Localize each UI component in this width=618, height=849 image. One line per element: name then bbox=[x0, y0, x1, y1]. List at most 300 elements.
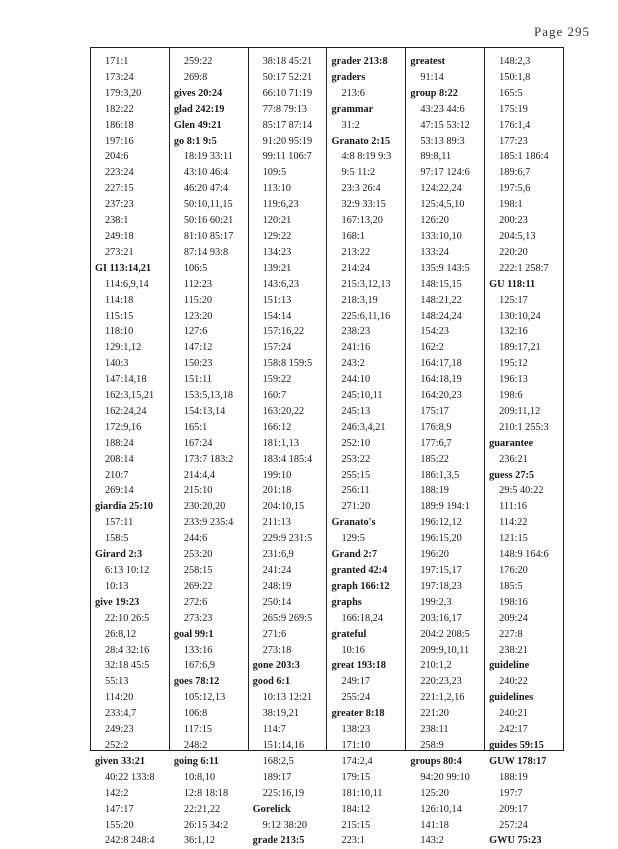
index-reference: 147:14,18 bbox=[105, 374, 147, 386]
index-reference: 106:8 bbox=[183, 708, 208, 720]
index-reference: 163:20,22 bbox=[262, 405, 305, 417]
index-column-4 bbox=[327, 48, 406, 847]
index-reference: 227:8 bbox=[499, 628, 523, 640]
index-headword: guides 59:15 bbox=[489, 739, 544, 751]
index-reference: 209:17 bbox=[499, 803, 528, 815]
index-reference: 175:17 bbox=[420, 405, 449, 417]
index-reference: 237:23 bbox=[105, 199, 134, 211]
index-reference: 230:20,20 bbox=[183, 501, 226, 513]
index-reference: 150:1,8 bbox=[499, 71, 531, 83]
index-reference: 26:8,12 bbox=[105, 628, 137, 640]
index-reference: 154:23 bbox=[420, 326, 449, 338]
index-reference: 221:1,2,16 bbox=[420, 692, 465, 704]
index-reference: 223:1 bbox=[341, 835, 365, 847]
index-reference: 209:24 bbox=[499, 612, 528, 624]
index-reference: 197:18,23 bbox=[420, 580, 462, 592]
index-reference: 167:6,9 bbox=[183, 660, 216, 672]
index-reference: 238:11 bbox=[420, 724, 449, 736]
index-reference: 196:13 bbox=[499, 374, 528, 386]
index-reference: 181:10,11 bbox=[341, 787, 383, 799]
index-reference: 197:15,17 bbox=[420, 565, 462, 576]
index-reference: 135:9 143:5 bbox=[420, 262, 470, 274]
index-reference: 114:7 bbox=[262, 724, 286, 736]
index-reference: 120:21 bbox=[262, 215, 292, 227]
index-reference: 248:2 bbox=[183, 739, 208, 751]
index-reference: 233:4,7 bbox=[105, 708, 137, 720]
index-reference: 53:13 89:3 bbox=[420, 135, 465, 147]
index-reference: 238:1 bbox=[105, 215, 129, 227]
index-reference: 32:18 45:5 bbox=[105, 660, 150, 672]
index-reference: 91:14 bbox=[420, 71, 444, 83]
index-reference: 248:19 bbox=[262, 580, 292, 592]
index-reference: 222:1 258:7 bbox=[499, 262, 549, 274]
index-reference: 181:1,13 bbox=[262, 437, 299, 449]
index-reference: 89:8,11 bbox=[420, 151, 452, 163]
index-reference: 158:8 159:5 bbox=[262, 358, 313, 370]
index-reference: 259:22 bbox=[183, 56, 213, 67]
index-reference: 218:3,19 bbox=[341, 294, 378, 306]
index-reference: 125:20 bbox=[420, 787, 449, 799]
index-reference: 143:2 bbox=[420, 835, 444, 847]
index-reference: 199:2,3 bbox=[420, 596, 452, 608]
index-reference: 168:1 bbox=[341, 230, 365, 242]
index-reference: 115:20 bbox=[183, 294, 213, 306]
index-reference: 97:17 124:6 bbox=[420, 167, 470, 179]
index-reference: 38:19,21 bbox=[262, 708, 299, 720]
index-reference: 10:13 bbox=[105, 580, 129, 592]
index-reference: 253:20 bbox=[183, 549, 213, 561]
index-reference: 36:1,12 bbox=[183, 835, 216, 847]
index-reference: 210:1,2 bbox=[420, 660, 452, 672]
index-reference: 255:15 bbox=[341, 469, 371, 481]
index-reference: 50:10,11,15 bbox=[183, 199, 233, 211]
index-reference: 26:15 34:2 bbox=[183, 819, 229, 831]
index-reference: 138:23 bbox=[341, 724, 371, 736]
index-reference: 185:5 bbox=[499, 580, 523, 592]
index-reference: 253:22 bbox=[341, 453, 371, 465]
index-reference: 151:13 bbox=[262, 294, 292, 306]
index-reference: 147:12 bbox=[183, 342, 213, 354]
index-reference: 87:14 93:8 bbox=[183, 246, 229, 258]
index-reference: 221:20 bbox=[420, 708, 449, 720]
index-reference: 198:16 bbox=[499, 596, 528, 608]
index-reference: 271:20 bbox=[341, 501, 371, 513]
index-reference: 143:6,23 bbox=[262, 278, 299, 290]
index-reference: 117:15 bbox=[183, 724, 213, 736]
index-reference: 142:2 bbox=[105, 787, 129, 799]
index-reference: 214:24 bbox=[341, 262, 371, 274]
index-reference: 4:8 8:19 9:3 bbox=[341, 151, 392, 163]
index-reference: 241:24 bbox=[262, 565, 292, 576]
index-headword: grammar bbox=[331, 103, 374, 115]
index-reference: 215:10 bbox=[183, 485, 213, 497]
index-headword: gives 20:24 bbox=[173, 87, 223, 99]
index-reference: 124:22,24 bbox=[420, 183, 462, 195]
index-reference: 119:6,23 bbox=[262, 199, 299, 211]
index-reference: 113:10 bbox=[262, 183, 291, 195]
index-headword: guess 27:5 bbox=[489, 469, 535, 481]
index-reference: 244:10 bbox=[341, 374, 371, 386]
index-reference: 32:9 33:15 bbox=[341, 199, 386, 211]
index-column-5 bbox=[406, 48, 485, 847]
index-reference: 213:22 bbox=[341, 246, 371, 258]
index-reference: 245:10,11 bbox=[341, 390, 383, 402]
index-reference: 166:18,24 bbox=[341, 612, 383, 624]
index-headword: guarantee bbox=[489, 437, 534, 449]
index-reference: 189:9 194:1 bbox=[420, 501, 470, 513]
index-headword: Glen 49:21 bbox=[173, 119, 222, 131]
index-reference: 204:10,15 bbox=[262, 501, 305, 513]
index-reference: 91:20 95:19 bbox=[262, 135, 313, 147]
index-reference: 140:3 bbox=[105, 358, 129, 370]
index-reference: 189:17 bbox=[262, 771, 292, 783]
index-reference: 196:20 bbox=[420, 549, 449, 561]
index-reference: 176:8,9 bbox=[420, 421, 452, 433]
index-headword: granted 42:4 bbox=[331, 565, 388, 576]
index-headword: going 6:11 bbox=[173, 755, 219, 767]
index-reference: 197:5,6 bbox=[499, 183, 531, 195]
index-reference: 210:7 bbox=[105, 469, 129, 481]
index-headword: grade 213:5 bbox=[252, 835, 305, 847]
index-reference: 176:20 bbox=[499, 565, 528, 576]
index-reference: 177:6,7 bbox=[420, 437, 452, 449]
index-reference: 157:11 bbox=[105, 517, 134, 529]
index-reference: 208:14 bbox=[105, 453, 134, 465]
index-reference: 233:9 235:4 bbox=[183, 517, 234, 529]
index-reference: 269:8 bbox=[183, 71, 208, 83]
index-reference: 126:20 bbox=[420, 215, 449, 227]
index-headword: go 8:1 9:5 bbox=[173, 135, 217, 147]
index-headword: grader 213:8 bbox=[331, 56, 388, 67]
index-reference: 114:18 bbox=[105, 294, 134, 306]
index-reference: 197:7 bbox=[499, 787, 523, 799]
index-reference: 40:22 133:8 bbox=[105, 771, 155, 783]
index-reference: 189:6,7 bbox=[499, 167, 531, 179]
index-headword: glad 242:19 bbox=[173, 103, 225, 115]
index-reference: 244:6 bbox=[183, 533, 208, 545]
index-reference: 199:10 bbox=[262, 469, 292, 481]
index-reference: 38:18 45:21 bbox=[262, 56, 313, 67]
index-reference: 223:24 bbox=[105, 167, 134, 179]
index-reference: 225:6,11,16 bbox=[341, 310, 391, 322]
index-reference: 150:23 bbox=[183, 358, 213, 370]
index-reference: 204:5,13 bbox=[499, 230, 536, 242]
index-reference: 12:8 18:18 bbox=[183, 787, 229, 799]
index-reference: 129:1,12 bbox=[105, 342, 142, 354]
index-reference: 250:14 bbox=[262, 596, 292, 608]
index-reference: 183:4 185:4 bbox=[262, 453, 313, 465]
index-reference: 229:9 231:5 bbox=[262, 533, 313, 545]
index-reference: 241:16 bbox=[341, 342, 371, 354]
index-reference: 23:3 26:4 bbox=[341, 183, 381, 195]
index-reference: 215:15 bbox=[341, 819, 371, 831]
index-reference: 153:5,13,18 bbox=[183, 390, 234, 402]
index-headword: GUW 178:17 bbox=[489, 755, 547, 767]
index-reference: 220:23,23 bbox=[420, 676, 462, 688]
index-reference: 123:20 bbox=[183, 310, 213, 322]
index-reference: 99:11 106:7 bbox=[262, 151, 312, 163]
index-reference: 10:13 12:21 bbox=[262, 692, 313, 704]
index-reference: 214:4,4 bbox=[183, 469, 216, 481]
index-reference: 182:22 bbox=[105, 103, 134, 115]
index-reference: 162:3,15,21 bbox=[105, 390, 155, 402]
index-reference: 249:17 bbox=[341, 676, 371, 688]
index-reference: 256:11 bbox=[341, 485, 370, 497]
index-reference: 210:1 255:3 bbox=[499, 421, 549, 433]
index-headword: groups 80:4 bbox=[410, 755, 462, 767]
index-reference: 196:15,20 bbox=[420, 533, 462, 545]
index-reference: 179:3,20 bbox=[105, 87, 142, 99]
index-headword: greatest bbox=[410, 56, 445, 67]
index-reference: 111:16 bbox=[499, 501, 527, 513]
index-reference: 6:13 10:12 bbox=[105, 565, 150, 576]
index-reference: 125:4,5,10 bbox=[420, 199, 465, 211]
index-reference: 43:23 44:6 bbox=[420, 103, 465, 115]
index-reference: 249:23 bbox=[105, 724, 134, 736]
index-headword: given 33:21 bbox=[95, 755, 146, 767]
index-reference: 273:21 bbox=[105, 246, 134, 258]
index-reference: 186:18 bbox=[105, 119, 134, 131]
index-reference: 148:21,22 bbox=[420, 294, 462, 306]
index-reference: 147:17 bbox=[105, 803, 134, 815]
index-reference: 127:6 bbox=[183, 326, 208, 338]
index-reference: 177:23 bbox=[499, 135, 528, 147]
index-headword: Granato 2:15 bbox=[331, 135, 391, 147]
index-reference: 134:23 bbox=[262, 246, 292, 258]
index-reference: 201:18 bbox=[262, 485, 292, 497]
index-reference: 245:13 bbox=[341, 405, 371, 417]
index-reference: 185:22 bbox=[420, 453, 449, 465]
index-reference: 167:24 bbox=[183, 437, 213, 449]
index-reference: 231:6,9 bbox=[262, 549, 294, 561]
index-reference: 189:17,21 bbox=[499, 342, 541, 354]
index-reference: 118:10 bbox=[105, 326, 134, 338]
index-reference: 151:11 bbox=[183, 374, 213, 386]
index-reference: 238:23 bbox=[341, 326, 371, 338]
index-reference: 204:6 bbox=[105, 151, 129, 163]
index-headword: GU 118:11 bbox=[489, 278, 536, 290]
index-reference: 252:10 bbox=[341, 437, 371, 449]
index-reference: 148:2,3 bbox=[499, 56, 531, 67]
index-reference: 179:15 bbox=[341, 771, 371, 783]
index-headword: gone 203:3 bbox=[252, 660, 300, 672]
index-reference: 258:15 bbox=[183, 565, 213, 576]
index-reference: 121:15 bbox=[499, 533, 528, 545]
index-reference: 171:10 bbox=[341, 739, 371, 751]
index-reference: 197:16 bbox=[105, 135, 134, 147]
index-reference: 257:24 bbox=[499, 819, 528, 831]
index-headword: Grand 2:7 bbox=[331, 549, 377, 561]
index-reference: 246:3,4,21 bbox=[341, 421, 386, 433]
index-reference: 50:17 52:21 bbox=[262, 71, 313, 83]
index-reference: 196:12,12 bbox=[420, 517, 462, 529]
index-reference: 105:12,13 bbox=[183, 692, 226, 704]
page-number: Page 295 bbox=[533, 24, 590, 39]
index-reference: 211:13 bbox=[262, 517, 291, 529]
index-reference: 272:6 bbox=[183, 596, 208, 608]
index-headword: guidelines bbox=[489, 692, 534, 704]
index-reference: 172:9,16 bbox=[105, 421, 142, 433]
index-reference: 130:10,24 bbox=[499, 310, 541, 322]
index-reference: 9:12 38:20 bbox=[262, 819, 307, 831]
index-headword: good 6:1 bbox=[252, 676, 291, 688]
index-reference: 185:1 186:4 bbox=[499, 151, 549, 163]
index-reference: 129:22 bbox=[262, 230, 292, 242]
index-reference: 215:3,12,13 bbox=[341, 278, 391, 290]
index-reference: 173:24 bbox=[105, 71, 134, 83]
index-reference: 114:22 bbox=[499, 517, 528, 529]
index-reference: 94:20 99:10 bbox=[420, 771, 470, 783]
index-reference: 160:7 bbox=[262, 390, 287, 402]
index-reference: 204:2 208:5 bbox=[420, 628, 470, 640]
index-reference: 269:14 bbox=[105, 485, 134, 497]
index-reference: 106:5 bbox=[183, 262, 208, 274]
index-headword: guideline bbox=[489, 660, 530, 672]
index-reference: 154:14 bbox=[262, 310, 292, 322]
index-reference: 273:23 bbox=[183, 612, 213, 624]
index-headword: greater 8:18 bbox=[331, 708, 385, 720]
index-reference: 249:18 bbox=[105, 230, 134, 242]
index-reference: 255:24 bbox=[341, 692, 371, 704]
index-reference: 209:9,10,11 bbox=[420, 644, 470, 656]
index-headword: giardia 25:10 bbox=[95, 501, 154, 513]
index-reference: 188:19 bbox=[420, 485, 449, 497]
index-reference: 148:9 164:6 bbox=[499, 549, 549, 561]
index-reference: 227:15 bbox=[105, 183, 134, 195]
index-reference: 174:2,4 bbox=[341, 755, 373, 767]
index-headword: Granato's bbox=[331, 517, 376, 529]
index-reference: 129:5 bbox=[341, 533, 365, 545]
index-reference: 164:18,19 bbox=[420, 374, 462, 386]
index-headword: Gorelick bbox=[252, 803, 291, 815]
index-reference: 9:5 11:2 bbox=[341, 167, 376, 179]
index-reference: 162:24,24 bbox=[105, 405, 147, 417]
index-reference: 188:24 bbox=[105, 437, 134, 449]
index-headword: give 19:23 bbox=[95, 596, 140, 608]
index-reference: 22:21,22 bbox=[183, 803, 221, 815]
index-reference: 203:16,17 bbox=[420, 612, 462, 624]
index-reference: 126:10,14 bbox=[420, 803, 462, 815]
index-reference: 200:23 bbox=[499, 215, 528, 227]
index-column-2 bbox=[170, 48, 249, 847]
index-reference: 154:13,14 bbox=[183, 405, 226, 417]
index-reference: 133:24 bbox=[420, 246, 449, 258]
index-reference: 18:19 33:11 bbox=[183, 151, 233, 163]
index-headword: grateful bbox=[331, 628, 367, 640]
index-column-6 bbox=[485, 48, 563, 847]
index-reference: 175:19 bbox=[499, 103, 528, 115]
index-reference: 158:5 bbox=[105, 533, 129, 545]
index-reference: 77:8 79:13 bbox=[262, 103, 307, 115]
index-reference: 55:13 bbox=[105, 676, 129, 688]
index-reference: 171:1 bbox=[105, 56, 129, 67]
index-reference: 151:14,16 bbox=[262, 739, 305, 751]
index-reference: 165:1 bbox=[183, 421, 208, 433]
index-reference: 168:2,5 bbox=[262, 755, 294, 767]
index-reference: 66:10 71:19 bbox=[262, 87, 313, 99]
index-reference: 225:16,19 bbox=[262, 787, 305, 799]
word-index-table bbox=[90, 47, 564, 847]
index-reference: 242:17 bbox=[499, 724, 528, 736]
index-reference: 112:23 bbox=[183, 278, 213, 290]
index-reference: 155:20 bbox=[105, 819, 134, 831]
index-headword: great 193:18 bbox=[331, 660, 386, 672]
index-reference: 81:10 85:17 bbox=[183, 230, 234, 242]
index-reference: 186:1,3,5 bbox=[420, 469, 460, 481]
index-reference: 148:24,24 bbox=[420, 310, 462, 322]
index-reference: 10:8,10 bbox=[183, 771, 216, 783]
index-reference: 132:16 bbox=[499, 326, 528, 338]
index-reference: 195:12 bbox=[499, 358, 528, 370]
index-reference: 258:9 bbox=[420, 739, 444, 751]
index-reference: 115:15 bbox=[105, 310, 134, 322]
index-reference: 157:24 bbox=[262, 342, 292, 354]
index-headword: graphs bbox=[331, 596, 362, 608]
index-headword: group 8:22 bbox=[410, 87, 458, 99]
index-headword: goal 99:1 bbox=[173, 628, 214, 640]
index-reference: 238:21 bbox=[499, 644, 528, 656]
index-reference: 125:17 bbox=[499, 294, 528, 306]
index-reference: 31:2 bbox=[341, 119, 360, 131]
index-reference: 198:1 bbox=[499, 199, 523, 211]
index-reference: 29:5 40:22 bbox=[499, 485, 544, 497]
index-headword: GWU 75:23 bbox=[489, 835, 542, 847]
index-reference: 252:2 bbox=[105, 739, 129, 751]
index-reference: 43:10 46:4 bbox=[183, 167, 229, 179]
index-reference: 240:22 bbox=[499, 676, 528, 688]
index-reference: 243:2 bbox=[341, 358, 365, 370]
index-reference: 114:6,9,14 bbox=[105, 278, 149, 290]
index-column-3 bbox=[249, 48, 328, 847]
index-reference: 159:22 bbox=[262, 374, 292, 386]
index-reference: 139:21 bbox=[262, 262, 292, 274]
index-headword: Girard 2:3 bbox=[95, 549, 143, 561]
index-reference: 166:12 bbox=[262, 421, 292, 433]
index-reference: 188:19 bbox=[499, 771, 528, 783]
index-reference: 173:7 183:2 bbox=[183, 453, 234, 465]
index-reference: 176:1,4 bbox=[499, 119, 531, 131]
index-reference: 109:5 bbox=[262, 167, 287, 179]
index-reference: 50:16 60:21 bbox=[183, 215, 234, 227]
index-reference: 213:6 bbox=[341, 87, 365, 99]
index-reference: 209:11,12 bbox=[499, 405, 541, 417]
index-reference: 157:16,22 bbox=[262, 326, 305, 338]
index-reference: 167:13,20 bbox=[341, 215, 383, 227]
index-reference: 271:6 bbox=[262, 628, 287, 640]
index-reference: 236:21 bbox=[499, 453, 528, 465]
index-headword: GI 113:14,21 bbox=[95, 262, 152, 274]
index-reference: 165:5 bbox=[499, 87, 523, 99]
index-reference: 141:18 bbox=[420, 819, 449, 831]
index-reference: 85:17 87:14 bbox=[262, 119, 313, 131]
index-column-1 bbox=[91, 48, 170, 847]
index-reference: 273:18 bbox=[262, 644, 292, 656]
index-reference: 220:20 bbox=[499, 246, 528, 258]
index-reference: 46:20 47:4 bbox=[183, 183, 229, 195]
index-reference: 133:16 bbox=[183, 644, 213, 656]
index-headword: graders bbox=[331, 71, 366, 83]
index-reference: 164:17,18 bbox=[420, 358, 462, 370]
index-headword: goes 78:12 bbox=[173, 676, 220, 688]
index-reference: 240:21 bbox=[499, 708, 528, 720]
index-reference: 10:16 bbox=[341, 644, 365, 656]
index-reference: 164:20,23 bbox=[420, 390, 462, 402]
index-reference: 242:8 248:4 bbox=[105, 835, 155, 847]
index-reference: 198:6 bbox=[499, 390, 523, 402]
index-reference: 265:9 269:5 bbox=[262, 612, 313, 624]
index-reference: 133:10,10 bbox=[420, 230, 462, 242]
index-reference: 148:15,15 bbox=[420, 278, 462, 290]
